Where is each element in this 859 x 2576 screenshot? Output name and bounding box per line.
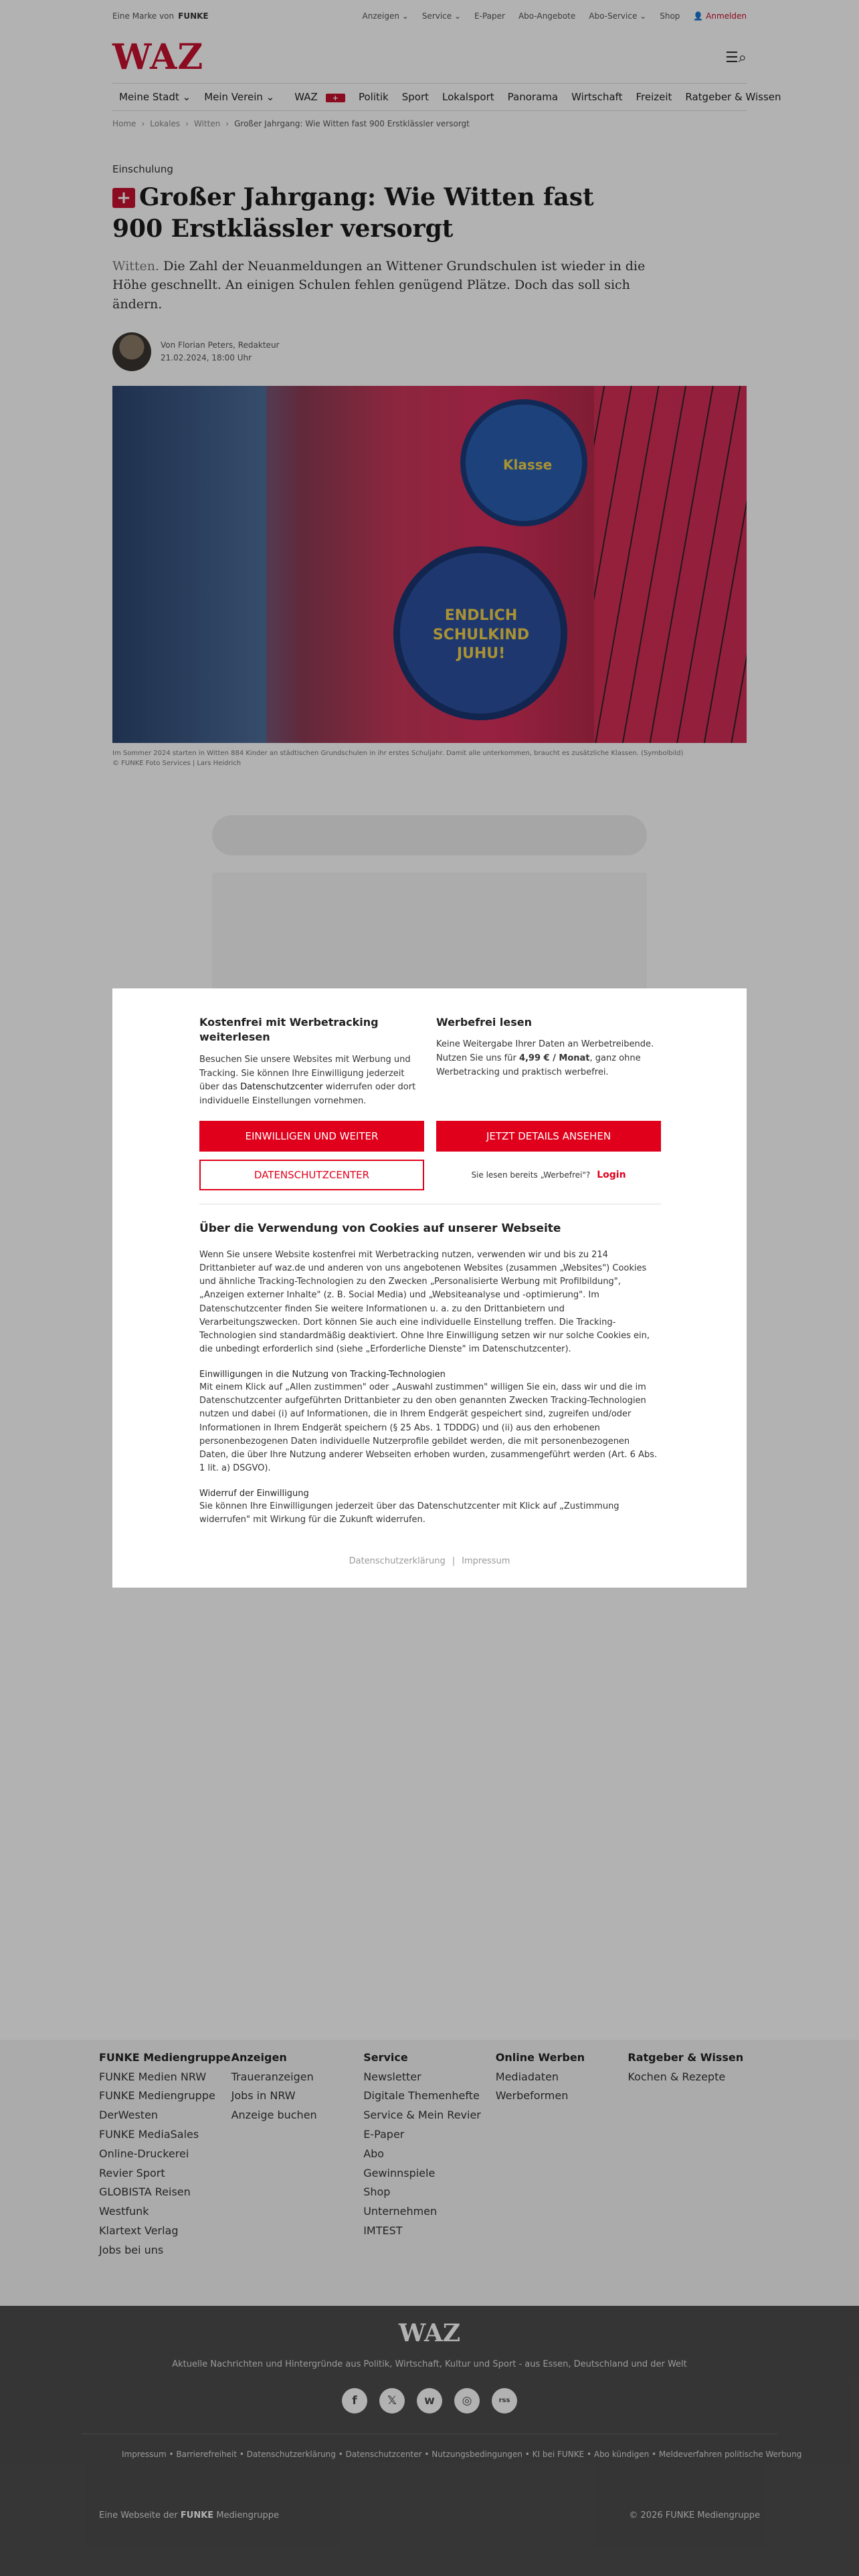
consent-adfree-title: Werbefrei lesen	[436, 1016, 532, 1029]
rss-icon[interactable]: rss	[492, 2388, 517, 2413]
copyright: © 2026 FUNKE Mediengruppe	[629, 2510, 760, 2520]
nav-ratgeber[interactable]: Ratgeber & Wissen	[685, 91, 781, 103]
consent-free-text	[199, 1053, 424, 1109]
nav-wirtschaft[interactable]: Wirtschaft	[571, 91, 623, 103]
footer-column-title: Service	[363, 2051, 408, 2064]
consent-adfree-text	[436, 1038, 661, 1079]
top-nav-item[interactable]: Shop	[660, 11, 680, 21]
details-button[interactable]: JETZT DETAILS ANSEHEN	[436, 1121, 661, 1152]
footer-link[interactable]: IMTEST	[363, 2224, 403, 2237]
consent-footer-links	[112, 1556, 747, 1566]
breadcrumb-separator: ›	[141, 119, 145, 128]
consent-dialog	[112, 988, 747, 1588]
legal-separator: •	[584, 2450, 594, 2459]
footer-link[interactable]: Werbeformen	[495, 2089, 569, 2103]
legal-link[interactable]: Abo kündigen	[593, 2450, 650, 2459]
consent-button-row	[112, 1152, 747, 1190]
plus-icon: +	[112, 188, 135, 208]
footer-link[interactable]: Unternehmen	[363, 2205, 438, 2218]
user-icon: 👤	[693, 11, 706, 21]
footer-column-title: FUNKE Mediengruppe	[99, 2051, 231, 2064]
top-nav-item[interactable]: Abo-Service ⌄	[589, 11, 647, 21]
already-text: Sie lesen bereits „Werbefrei"?	[471, 1170, 591, 1180]
legal-link[interactable]: Datenschutzcenter	[345, 2450, 422, 2459]
footer-link[interactable]: Jobs in NRW	[231, 2089, 296, 2103]
footer-column-title: Online Werben	[495, 2051, 585, 2064]
consent-free-column	[199, 1015, 424, 1109]
caption-text: Im Sommer 2024 starten in Witten 884 Kinder an städtischen Grundschulen in ihr erstes Schuljahr. Damit alle unterkommen, braucht es zusätzliche Klassen. (Symbolbild)	[112, 750, 684, 758]
link-separator: |	[452, 1556, 456, 1567]
article-kicker: Einschulung	[112, 163, 173, 175]
footer-link[interactable]: Abo	[363, 2147, 385, 2160]
already-subscriber	[436, 1160, 661, 1190]
top-nav-item[interactable]: Abo-Angebote	[518, 11, 576, 21]
brand-prefix: Eine Marke von	[112, 11, 175, 21]
top-nav-item[interactable]: Anzeigen ⌄	[362, 11, 409, 21]
revocation-paragraph: Sie können Ihre Einwilligungen jederzeit über das Datenschutzcenter mit Klick auf „Zustimmung widerrufen" mit Wirkung für die Zukunft widerrufen.	[199, 1501, 619, 1525]
footer-link[interactable]: Shop	[363, 2185, 391, 2199]
footer-link[interactable]: Westfunk	[99, 2205, 149, 2218]
consent-free-title: Kostenfrei mit Werbetracking weiterlesen	[199, 1016, 379, 1044]
consent-adfree-column	[436, 1015, 661, 1109]
breadcrumb-witten[interactable]: Witten	[193, 119, 221, 128]
accept-button[interactable]: EINWILLIGEN UND WEITER	[199, 1121, 424, 1152]
nav-sport[interactable]: Sport	[401, 91, 430, 103]
author-name[interactable]: Von Florian Peters, Redakteur	[161, 340, 280, 350]
tracking-consent-paragraph: Mit einem Klick auf „Allen zustimmen" oder „Auswahl zustimmen" willigen Sie ein, dass wir und die im Datenschutzcenter aufgeführten Drittanbieter zu den oben genannten Zwecken Tracking-Technologien nutzen und dabei (i) auf Informationen, die in Ihrem Endgerät gespeichert sind, zugreifen und/oder Informationen in Ihrem Endgerät speichern (§ 25 Abs. 1 TDDDG) und (ii) aus den erhobenen personenbezogenen Daten individuelle Nutzerprofile gebildet werden, die mit personenbezogenen Daten, die über Ihre Nutzung anderer Webseiten erhoben wurden, zusammengeführt werden (Art. 6 Abs. 1 lit. a) DSGVO).	[199, 1382, 658, 1473]
footer-owner-suffix: Mediengruppe	[216, 2510, 279, 2520]
consent-free-text-2: widerrufen oder dort individuelle Einstellungen vornehmen.	[199, 1082, 416, 1107]
instagram-icon[interactable]: ◎	[454, 2388, 480, 2413]
privacy-center-link[interactable]: Datenschutzcenter	[240, 1082, 323, 1093]
plus-badge: +	[326, 94, 345, 102]
privacy-center-button[interactable]: DATENSCHUTZCENTER	[199, 1160, 424, 1190]
footer-link[interactable]: Digitale Themenhefte	[363, 2089, 480, 2103]
caption-credit: © FUNKE Foto Services | Lars Heidrich	[112, 760, 242, 768]
legal-link[interactable]: Nutzungsbedingungen	[432, 2450, 522, 2459]
x-icon[interactable]: 𝕏	[379, 2388, 405, 2413]
imprint-link[interactable]: Impressum	[462, 1556, 510, 1567]
footer-owner-brand: FUNKE	[180, 2510, 214, 2520]
footer-logo[interactable]: WAZ	[398, 2319, 461, 2347]
legal-separator: •	[522, 2450, 533, 2459]
footer-owner-prefix: Eine Webseite der	[99, 2510, 178, 2520]
legal-separator: •	[421, 2450, 432, 2459]
nav-freizeit[interactable]: Freizeit	[636, 91, 672, 103]
legal-link[interactable]: Barrierefreiheit	[176, 2450, 237, 2459]
legal-separator: •	[335, 2450, 346, 2459]
footer-link[interactable]: Traueranzeigen	[231, 2070, 314, 2083]
badge-top-text: Klasse	[503, 457, 553, 473]
legal-link[interactable]: KI bei FUNKE	[532, 2450, 585, 2459]
menu-search-icon[interactable]: ☰⌕	[725, 49, 747, 66]
footer-link[interactable]: Revier Sport	[99, 2166, 165, 2179]
headline-text: Großer Jahrgang: Wie Witten fast 900 Erstklässler versorgt	[112, 183, 594, 243]
footer-link[interactable]: FUNKE Medien NRW	[99, 2070, 207, 2083]
footer-link[interactable]: Mediadaten	[495, 2070, 559, 2083]
footer-link[interactable]: Klartext Verlag	[99, 2224, 179, 2237]
consent-free-text-1: Besuchen Sie unsere Websites mit Werbung und Tracking. Sie können Ihre Einwilligung jederzeit über das	[199, 1054, 411, 1093]
breadcrumb-separator: ›	[225, 119, 229, 128]
cookie-section-title: Über die Verwendung von Cookies auf unserer Webseite	[199, 1221, 561, 1235]
footer-link[interactable]: Service & Mein Revier	[363, 2109, 481, 2122]
breadcrumb-lokales[interactable]: Lokales	[150, 119, 181, 128]
privacy-policy-link[interactable]: Datenschutzerklärung	[349, 1556, 446, 1567]
facebook-icon[interactable]: f	[342, 2388, 367, 2413]
nav-waz-label: WAZ	[294, 91, 318, 103]
nav-mein-verein[interactable]: Mein Verein ⌄	[204, 91, 275, 103]
lead-text: Die Zahl der Neuanmeldungen an Wittener Grundschulen ist wieder in die Höhe geschnellt. An einigen Schulen fehlen genügend Plätze. Doch das soll sich ändern.	[112, 258, 646, 312]
footer-link[interactable]: Online-Druckerei	[99, 2147, 189, 2160]
legal-separator: •	[166, 2450, 177, 2459]
top-nav-item[interactable]: Service ⌄	[421, 11, 462, 21]
footer-link[interactable]: DerWesten	[99, 2109, 159, 2122]
cookie-paragraph: Wenn Sie unsere Website kostenfrei mit Werbetracking nutzen, verwenden wir und bis zu 214 Drittanbieter auf waz.de und anderen von uns angebotenen Websites (zusammen „Websites") Cookies und ähnliche Tracking-Technologien zu den Zwecken „Personalisierte Werbung mit Profilbildung", „Anzeigen externer Inhalte" (z. B. Social Media) und „Websiteanalyse und -optimierung". Im Datenschutzcenter finden Sie weitere Informationen u. a. zu den Drittanbietern und Verarbeitungszwecken. Dort können Sie auch eine individuelle Einstellung treffen. Die Tracking-Technologien sind standardmäßig deaktiviert. Ohne Ihre Einwilligung setzen wir nur solche Cookies ein, die unbedingt erforderlich sind (siehe „Erforderliche Dienste" im Datenschutzcenter).	[199, 1249, 650, 1354]
consent-details	[112, 1204, 661, 1527]
revocation-heading: Widerruf der Einwilligung	[199, 1489, 309, 1499]
publish-date: 21.02.2024, 18:00 Uhr	[161, 353, 252, 363]
tracking-consent-heading: Einwilligungen in die Nutzung von Tracking-Technologien	[199, 1370, 446, 1380]
nav-lokalsport[interactable]: Lokalsport	[442, 91, 494, 103]
whatsapp-icon[interactable]: w	[417, 2388, 442, 2413]
consent-adfree-text-1: Keine Weitergabe Ihrer Daten an Werbetreibende. Nutzen Sie uns für	[436, 1039, 654, 1064]
nav-politik[interactable]: Politik	[358, 91, 389, 103]
footer-column-title: Anzeigen	[231, 2051, 287, 2064]
badge-bottom-text: ENDLICH SCHULKIND JUHU!	[432, 607, 530, 663]
footer-link[interactable]: FUNKE MediaSales	[99, 2127, 199, 2141]
lead-location: Witten.	[112, 258, 160, 274]
legal-separator: •	[237, 2450, 247, 2459]
footer-link[interactable]: Gewinnspiele	[363, 2166, 436, 2179]
site-logo[interactable]: WAZ	[112, 37, 204, 78]
legal-separator: •	[649, 2450, 659, 2459]
nav-panorama[interactable]: Panorama	[507, 91, 559, 103]
consent-options	[112, 988, 747, 1109]
breadcrumb-separator: ›	[185, 119, 189, 128]
breadcrumb-home[interactable]: Home	[112, 119, 136, 128]
footer-link[interactable]: GLOBISTA Reisen	[99, 2185, 191, 2199]
legal-link[interactable]: Datenschutzerklärung	[246, 2450, 336, 2459]
footer-link[interactable]: E-Paper	[363, 2127, 405, 2141]
breadcrumb-current: Großer Jahrgang: Wie Witten fast 900 Erstklässler versorgt	[234, 119, 470, 128]
adfree-price: 4,99 € / Monat	[518, 1053, 590, 1064]
legal-link[interactable]: Meldeverfahren politische Werbung	[658, 2450, 802, 2459]
footer-link[interactable]: FUNKE Mediengruppe	[99, 2089, 215, 2103]
footer-tagline: Aktuelle Nachrichten und Hintergründe aus Politik, Wirtschaft, Kultur und Sport - aus Essen, Deutschland und der Welt	[172, 2359, 687, 2369]
footer-link[interactable]: Anzeige buchen	[231, 2109, 317, 2122]
footer-link[interactable]: Jobs bei uns	[99, 2243, 164, 2256]
nav-meine-stadt[interactable]: Meine Stadt ⌄	[119, 91, 191, 103]
consent-button-row	[112, 1109, 747, 1152]
footer-link[interactable]: Newsletter	[363, 2070, 421, 2083]
footer-link[interactable]: Kochen & Rezepte	[628, 2070, 726, 2083]
consent-adfree-text-2: , ganz ohne Werbetracking und praktisch werbefrei.	[436, 1053, 641, 1077]
subscriber-login-link[interactable]: Login	[597, 1169, 626, 1180]
brand-group[interactable]: FUNKE	[178, 11, 209, 21]
legal-link[interactable]: Impressum	[122, 2450, 167, 2459]
top-nav-item[interactable]: E-Paper	[474, 11, 505, 21]
login-label: Anmelden	[706, 11, 747, 21]
footer-column-title: Ratgeber & Wissen	[628, 2051, 744, 2064]
